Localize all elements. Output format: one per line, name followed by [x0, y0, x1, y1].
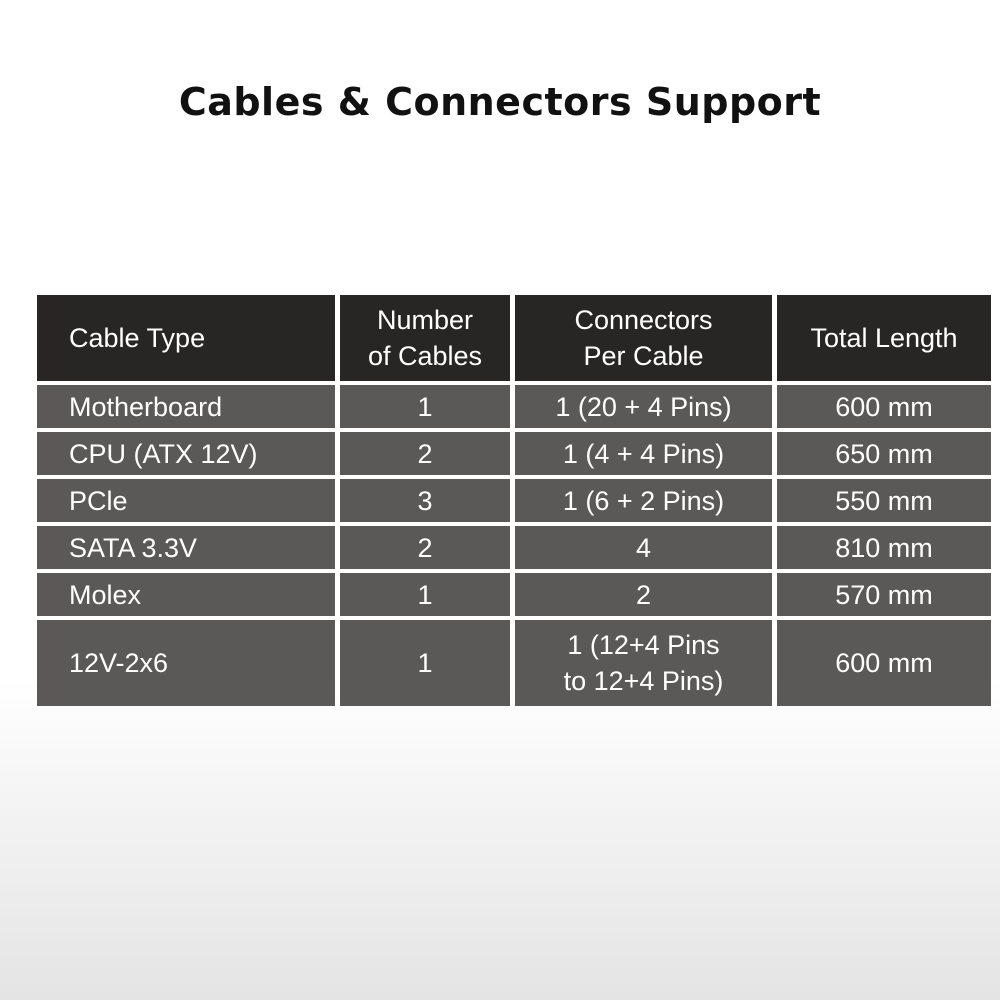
cell-cable-type: PCle — [37, 479, 335, 522]
cell-cable-type: Molex — [37, 573, 335, 616]
page-title: Cables & Connectors Support — [178, 80, 822, 124]
table-row — [37, 385, 991, 428]
header-total-length-label: Total Length — [810, 323, 958, 353]
cell-cable-type: Motherboard — [37, 385, 335, 428]
cell-connectors-per-cable — [515, 573, 772, 616]
cell-connectors-line: 1 (4 + 4 Pins) — [562, 438, 725, 469]
table-row — [37, 479, 991, 522]
header-connectors-per-cable — [515, 295, 772, 381]
cell-connectors-line: 1 (6 + 2 Pins) — [562, 485, 725, 516]
header-cable-type-label: Cable Type — [69, 323, 206, 353]
cell-connectors-per-cable — [515, 432, 772, 475]
cell-cable-type: CPU (ATX 12V) — [37, 432, 335, 475]
cell-connectors-line: 4 — [635, 532, 652, 563]
cell-total-length: 570 mm — [777, 573, 991, 616]
header-number-of-cables — [340, 295, 510, 381]
table-row — [37, 573, 991, 616]
cell-number-of-cables: 3 — [340, 479, 510, 522]
cell-connectors-line-1: 1 (12+4 Pins — [567, 630, 720, 660]
cell-number-of-cables: 1 — [340, 573, 510, 616]
cell-connectors-line: 1 (20 + 4 Pins) — [555, 391, 732, 422]
header-connectors-per-cable-line-1: Connectors — [574, 305, 713, 335]
cell-cable-type: 12V-2x6 — [37, 620, 335, 706]
cell-number-of-cables: 1 — [340, 385, 510, 428]
header-number-of-cables-line-1: Number — [376, 305, 474, 335]
cell-number-of-cables: 2 — [340, 526, 510, 569]
cell-connectors-per-cable — [515, 479, 772, 522]
table-row — [37, 526, 991, 569]
cell-total-length: 550 mm — [777, 479, 991, 522]
header-total-length — [777, 295, 991, 381]
cell-cable-type: SATA 3.3V — [37, 526, 335, 569]
cell-number-of-cables: 2 — [340, 432, 510, 475]
cell-total-length: 810 mm — [777, 526, 991, 569]
header-cable-type — [37, 295, 335, 381]
cell-connectors-per-cable — [515, 385, 772, 428]
cell-connectors-per-cable — [515, 620, 772, 706]
table-row — [37, 432, 991, 475]
cables-connectors-table — [32, 291, 996, 710]
header-connectors-per-cable-line-2: Per Cable — [583, 341, 704, 371]
table-row — [37, 620, 991, 706]
cell-total-length: 650 mm — [777, 432, 991, 475]
cell-connectors-line-2: to 12+4 Pins) — [563, 666, 724, 696]
cell-number-of-cables: 1 — [340, 620, 510, 706]
cell-total-length: 600 mm — [777, 620, 991, 706]
header-number-of-cables-line-2: of Cables — [367, 341, 483, 371]
cell-connectors-line: 2 — [635, 579, 652, 610]
cell-total-length: 600 mm — [777, 385, 991, 428]
table-header-row — [37, 295, 991, 381]
cell-connectors-per-cable — [515, 526, 772, 569]
